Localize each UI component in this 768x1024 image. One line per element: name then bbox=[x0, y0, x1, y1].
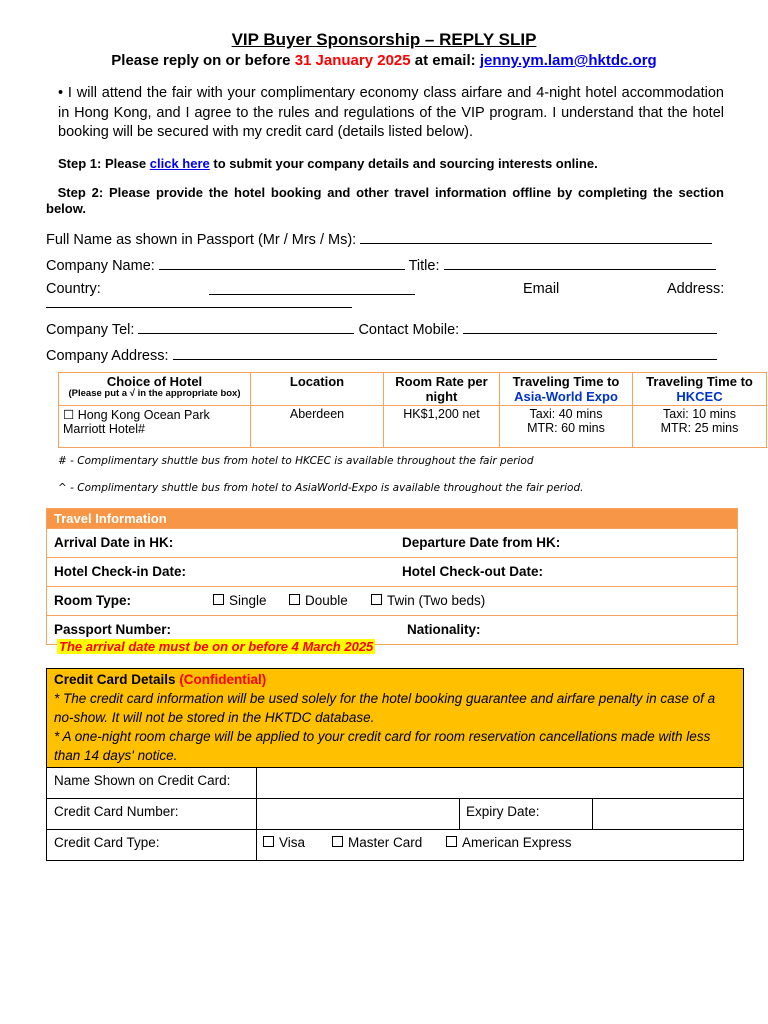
step1-suffix: to submit your company details and sourcing interests online. bbox=[209, 156, 598, 171]
company-name-field[interactable] bbox=[159, 255, 405, 270]
amex-option[interactable] bbox=[446, 835, 572, 850]
table-row bbox=[59, 406, 767, 448]
step-2 bbox=[46, 185, 724, 217]
confidential-tag: (Confidential) bbox=[179, 672, 267, 687]
contact-mobile-field[interactable] bbox=[463, 319, 717, 334]
room-twin-option[interactable] bbox=[371, 593, 485, 608]
title-label: Title: bbox=[408, 258, 440, 274]
room-double-option[interactable] bbox=[289, 593, 348, 608]
departure-label: Departure Date from HK: bbox=[402, 535, 561, 550]
single-checkbox[interactable] bbox=[213, 594, 224, 605]
passport-label: Passport Number: bbox=[54, 622, 172, 637]
company-address-row bbox=[46, 345, 717, 364]
hkcec-taxi: Taxi: 10 mins bbox=[663, 407, 736, 421]
card-type-row bbox=[47, 829, 743, 860]
room-type-row bbox=[47, 586, 737, 615]
card-number-row bbox=[47, 798, 743, 829]
country-label: Country: bbox=[46, 281, 101, 297]
company-name-label: Company Name: bbox=[46, 258, 155, 274]
checkout-label: Hotel Check-out Date: bbox=[402, 564, 544, 579]
intro-paragraph bbox=[58, 84, 724, 143]
col-location: Location bbox=[251, 373, 384, 406]
page-title: VIP Buyer Sponsorship – REPLY SLIP bbox=[231, 30, 537, 49]
full-name-label: Full Name as shown in Passport (Mr / Mrs / Ms): bbox=[46, 232, 357, 248]
hkcec-mtr: MTR: 25 mins bbox=[660, 421, 739, 435]
col-rate: Room Rate per night bbox=[384, 373, 500, 406]
hkcec-travel-time bbox=[633, 406, 767, 448]
hotel-location: Aberdeen bbox=[251, 406, 384, 448]
col-choice bbox=[59, 373, 251, 406]
master-label: Master Card bbox=[348, 835, 423, 850]
click-here-link[interactable]: click here bbox=[149, 156, 210, 171]
hotel-name: Hong Kong Ocean Park Marriott Hotel# bbox=[63, 408, 210, 436]
footnote-hash: # - Complimentary shuttle bus from hotel to HKCEC is available throughout the fair period bbox=[58, 455, 534, 467]
amex-checkbox[interactable] bbox=[446, 836, 457, 847]
country-field[interactable] bbox=[209, 294, 415, 295]
company-address-label: Company Address: bbox=[46, 348, 169, 364]
travel-info-section bbox=[46, 508, 738, 645]
divider bbox=[256, 830, 257, 860]
awe-taxi: Taxi: 40 mins bbox=[529, 407, 603, 421]
double-checkbox[interactable] bbox=[289, 594, 300, 605]
reply-deadline: 31 January 2025 bbox=[294, 52, 411, 69]
travel-info-heading: Travel Information bbox=[47, 509, 737, 528]
col-travel-hkcec-prefix: Traveling Time to bbox=[646, 374, 753, 389]
arrival-date-note: The arrival date must be on or before 4 March 2025 bbox=[59, 639, 374, 654]
title-field[interactable] bbox=[444, 255, 716, 270]
full-name-field[interactable] bbox=[360, 229, 712, 244]
company-tel-field[interactable] bbox=[138, 319, 354, 334]
twin-label: Twin (Two beds) bbox=[387, 593, 486, 608]
visa-checkbox[interactable] bbox=[263, 836, 274, 847]
visa-option[interactable] bbox=[263, 835, 305, 850]
email-address-field[interactable] bbox=[46, 307, 352, 308]
hotel-rate: HK$1,200 net bbox=[384, 406, 500, 448]
card-number-field[interactable] bbox=[257, 799, 459, 829]
arrival-label: Arrival Date in HK: bbox=[54, 535, 174, 550]
hotel-choice-cell bbox=[59, 406, 251, 448]
credit-card-note-1: * The credit card information will be used solely for the hotel booking guarantee and airfare penalty in case of a no-show. It will not be stored in the HKTDC database. bbox=[54, 691, 716, 725]
single-label: Single bbox=[229, 593, 267, 608]
step2-text: Step 2: Please provide the hotel booking and other travel information offline by completing the section below. bbox=[46, 185, 724, 216]
expiry-field[interactable] bbox=[593, 799, 743, 829]
divider bbox=[459, 799, 460, 829]
credit-card-header bbox=[47, 669, 743, 767]
room-single-option[interactable] bbox=[213, 593, 267, 608]
checkin-row[interactable] bbox=[47, 557, 737, 586]
footnote-caret: ^ - Complimentary shuttle bus from hotel to AsiaWorld-Expo is available throughout the fair period. bbox=[58, 482, 584, 494]
company-name-row bbox=[46, 255, 716, 274]
reply-email-link[interactable]: jenny.ym.lam@hktdc.org bbox=[479, 52, 657, 69]
full-name-row bbox=[46, 229, 712, 248]
address-label: Address: bbox=[667, 281, 725, 297]
col-travel-awe-venue: Asia-World Expo bbox=[514, 389, 618, 404]
email-label: Email bbox=[523, 281, 560, 297]
checkin-label: Hotel Check-in Date: bbox=[54, 564, 187, 579]
reply-mid: at email: bbox=[410, 52, 480, 69]
master-option[interactable] bbox=[332, 835, 422, 850]
hotel-checkbox[interactable]: ☐ bbox=[63, 408, 75, 422]
reply-instruction bbox=[0, 52, 768, 69]
card-number-label: Credit Card Number: bbox=[54, 804, 179, 819]
col-choice-label: Choice of Hotel bbox=[106, 374, 203, 389]
name-on-card-field[interactable] bbox=[257, 768, 743, 798]
step1-prefix: Step 1: Please bbox=[58, 156, 150, 171]
bullet: • bbox=[58, 85, 64, 101]
expiry-label: Expiry Date: bbox=[466, 804, 540, 819]
company-tel-label: Company Tel: bbox=[46, 322, 135, 338]
awe-mtr: MTR: 60 mins bbox=[527, 421, 605, 435]
col-choice-note: (Please put a √ in the appropriate box) bbox=[68, 388, 241, 399]
nationality-label: Nationality: bbox=[407, 622, 481, 637]
credit-card-heading: Credit Card Details bbox=[54, 672, 176, 687]
visa-label: Visa bbox=[279, 835, 306, 850]
room-type-label: Room Type: bbox=[54, 593, 131, 608]
col-travel-hkcec-venue: HKCEC bbox=[676, 389, 723, 404]
name-on-card-label: Name Shown on Credit Card: bbox=[54, 773, 231, 788]
credit-card-section bbox=[46, 668, 744, 861]
hotel-table bbox=[58, 372, 767, 448]
col-travel-hkcec bbox=[633, 373, 767, 406]
col-travel-awe-prefix: Traveling Time to bbox=[512, 374, 620, 389]
col-travel-awe bbox=[500, 373, 633, 406]
hotel-table-header bbox=[59, 373, 767, 406]
twin-checkbox[interactable] bbox=[371, 594, 382, 605]
arrival-row[interactable] bbox=[47, 528, 737, 557]
awe-travel-time bbox=[500, 406, 633, 448]
reply-prefix: Please reply on or before bbox=[111, 52, 295, 69]
intro-text: I will attend the fair with your complimentary economy class airfare and 4-night hotel accommodation in Hong Kong, and I agree to the rules and regulations of the VIP program. I understand that the hotel booking will be secured with my credit card (details listed below). bbox=[58, 85, 725, 140]
contact-mobile-label: Contact Mobile: bbox=[358, 322, 460, 338]
credit-card-note-2: * A one-night room charge will be applied to your credit card for room reservation cancellations made with less than 14 days' notice. bbox=[54, 729, 711, 763]
master-checkbox[interactable] bbox=[332, 836, 343, 847]
tel-row bbox=[46, 319, 717, 338]
company-address-field[interactable] bbox=[173, 345, 717, 360]
name-on-card-row bbox=[47, 767, 743, 798]
double-label: Double bbox=[305, 593, 348, 608]
card-type-label: Credit Card Type: bbox=[54, 835, 160, 850]
step-1 bbox=[58, 156, 728, 171]
amex-label: American Express bbox=[462, 835, 572, 850]
